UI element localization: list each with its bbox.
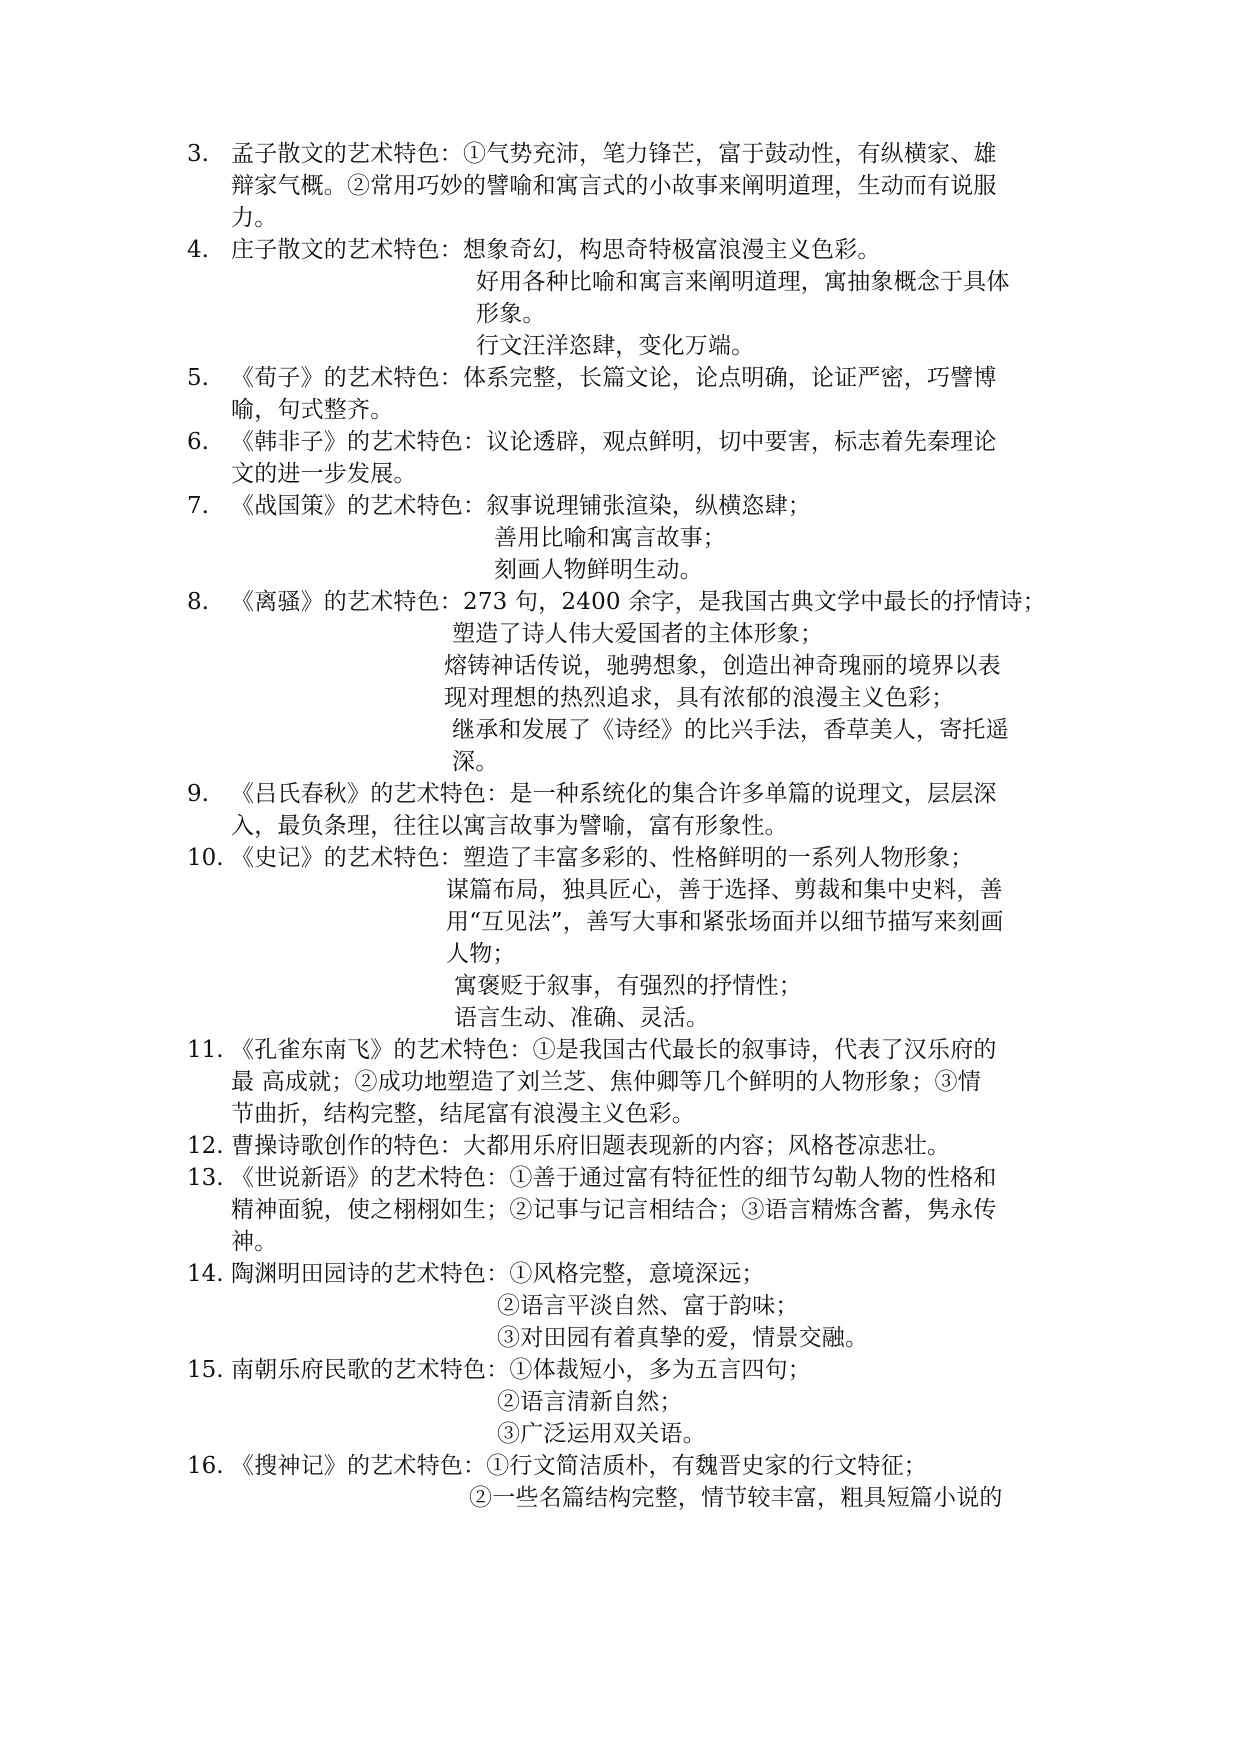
item-12-number: 12. — [187, 1133, 224, 1159]
item-4-line-1: 庄子散文的艺术特色：想象奇幻，构思奇特极富浪漫主义色彩。 — [231, 237, 881, 263]
item-16-number: 16. — [187, 1453, 224, 1479]
item-8-line-4: 现对理想的热烈追求，具有浓郁的浪漫主义色彩； — [444, 685, 955, 711]
item-15-line-1: 南朝乐府民歌的艺术特色：①体裁短小，多为五言四句； — [231, 1357, 811, 1383]
item-13-line-1: 《世说新语》的艺术特色：①善于通过富有特征性的细节勾勒人物的性格和 — [231, 1165, 997, 1191]
item-10-line-4: 人物； — [446, 941, 516, 967]
item-5-number: 5. — [187, 365, 209, 391]
item-3-line-3: 力。 — [231, 205, 278, 231]
item-14-line-1: 陶渊明田园诗的艺术特色：①风格完整，意境深远； — [231, 1261, 765, 1287]
item-15-number: 15. — [187, 1357, 224, 1383]
item-15-line-2: ②语言清新自然； — [497, 1389, 683, 1415]
item-9-line-2: 入，最负条理，往往以寓言故事为譬喻，富有形象性。 — [231, 813, 788, 839]
item-8-line-6: 深。 — [452, 749, 499, 775]
item-14-line-2: ②语言平淡自然、富于韵味； — [497, 1293, 799, 1319]
item-13-line-3: 神。 — [231, 1229, 278, 1255]
item-10-number: 10. — [187, 845, 224, 871]
item-8-line-5: 继承和发展了《诗经》的比兴手法，香草美人，寄托遥 — [452, 717, 1009, 743]
item-12-line-1: 曹操诗歌创作的特色：大都用乐府旧题表现新的内容；风格苍凉悲壮。 — [231, 1133, 951, 1159]
item-10-line-5: 寓褒贬于叙事，有强烈的抒情性； — [454, 973, 802, 999]
item-4-number: 4. — [187, 237, 209, 263]
item-6-line-2: 文的进一步发展。 — [231, 461, 417, 487]
item-13-number: 13. — [187, 1165, 224, 1191]
item-4-line-4: 行文汪洋恣肆，变化万端。 — [476, 333, 755, 359]
item-3-number: 3. — [187, 141, 209, 167]
item-8-line-3: 熔铸神话传说，驰骋想象，创造出神奇瑰丽的境界以表 — [444, 653, 1001, 679]
item-11-line-3: 节曲折，结构完整，结尾富有浪漫主义色彩。 — [231, 1101, 695, 1127]
item-9-line-1: 《吕氏春秋》的艺术特色：是一种系统化的集合许多单篇的说理文，层层深 — [231, 781, 997, 807]
item-7-number: 7. — [187, 493, 209, 519]
item-10-line-3: 用“互见法”，善写大事和紧张场面并以细节描写来刻画 — [446, 909, 1004, 935]
item-5-line-1: 《荀子》的艺术特色：体系完整，长篇文论，论点明确，论证严密，巧譬博 — [231, 365, 997, 391]
item-7-line-3: 刻画人物鲜明生动。 — [494, 557, 703, 583]
item-14-number: 14. — [187, 1261, 224, 1287]
item-4-line-3: 形象。 — [476, 301, 546, 327]
item-3-line-2: 辩家气概。②常用巧妙的譬喻和寓言式的小故事来阐明道理，生动而有说服 — [231, 173, 997, 199]
item-11-line-1: 《孔雀东南飞》的艺术特色：①是我国古代最长的叙事诗，代表了汉乐府的 — [231, 1037, 997, 1063]
item-15-line-3: ③广泛运用双关语。 — [497, 1421, 706, 1447]
item-10-line-1: 《史记》的艺术特色：塑造了丰富多彩的、性格鲜明的一系列人物形象； — [231, 845, 974, 871]
item-11-number: 11. — [187, 1037, 224, 1063]
item-9-number: 9. — [187, 781, 209, 807]
item-11-line-2: 最 高成就；②成功地塑造了刘兰芝、焦仲卿等几个鲜明的人物形象；③情 — [231, 1069, 981, 1095]
item-16-line-1: 《搜神记》的艺术特色：①行文简洁质朴，有魏晋史家的行文特征； — [231, 1453, 927, 1479]
item-16-line-2: ②一些名篇结构完整，情节较丰富，粗具短篇小说的 — [469, 1485, 1003, 1511]
item-6-number: 6. — [187, 429, 209, 455]
item-7-line-2: 善用比喻和寓言故事； — [494, 525, 726, 551]
item-5-line-2: 喻，句式整齐。 — [231, 397, 394, 423]
item-4-line-2: 好用各种比喻和寓言来阐明道理，寓抽象概念于具体 — [476, 269, 1010, 295]
item-10-line-6: 语言生动、准确、灵活。 — [454, 1005, 710, 1031]
item-7-line-1: 《战国策》的艺术特色：叙事说理铺张渲染，纵横恣肆； — [231, 493, 811, 519]
item-6-line-1: 《韩非子》的艺术特色：议论透辟，观点鲜明，切中要害，标志着先秦理论 — [231, 429, 997, 455]
item-3-line-1: 孟子散文的艺术特色：①气势充沛，笔力锋芒，富于鼓动性，有纵横家、雄 — [231, 141, 997, 167]
item-10-line-2: 谋篇布局，独具匠心，善于选择、剪裁和集中史料，善 — [446, 877, 1003, 903]
item-13-line-2: 精神面貌，使之栩栩如生；②记事与记言相结合；③语言精炼含蓄，隽永传 — [231, 1197, 997, 1223]
item-14-line-3: ③对田园有着真挚的爱，情景交融。 — [497, 1325, 869, 1351]
item-8-line-2: 塑造了诗人伟大爱国者的主体形象； — [452, 621, 824, 647]
item-8-number: 8. — [187, 589, 209, 615]
item-8-line-1: 《离骚》的艺术特色：273 句，2400 余字，是我国古典文学中最长的抒情诗； — [231, 589, 1046, 615]
